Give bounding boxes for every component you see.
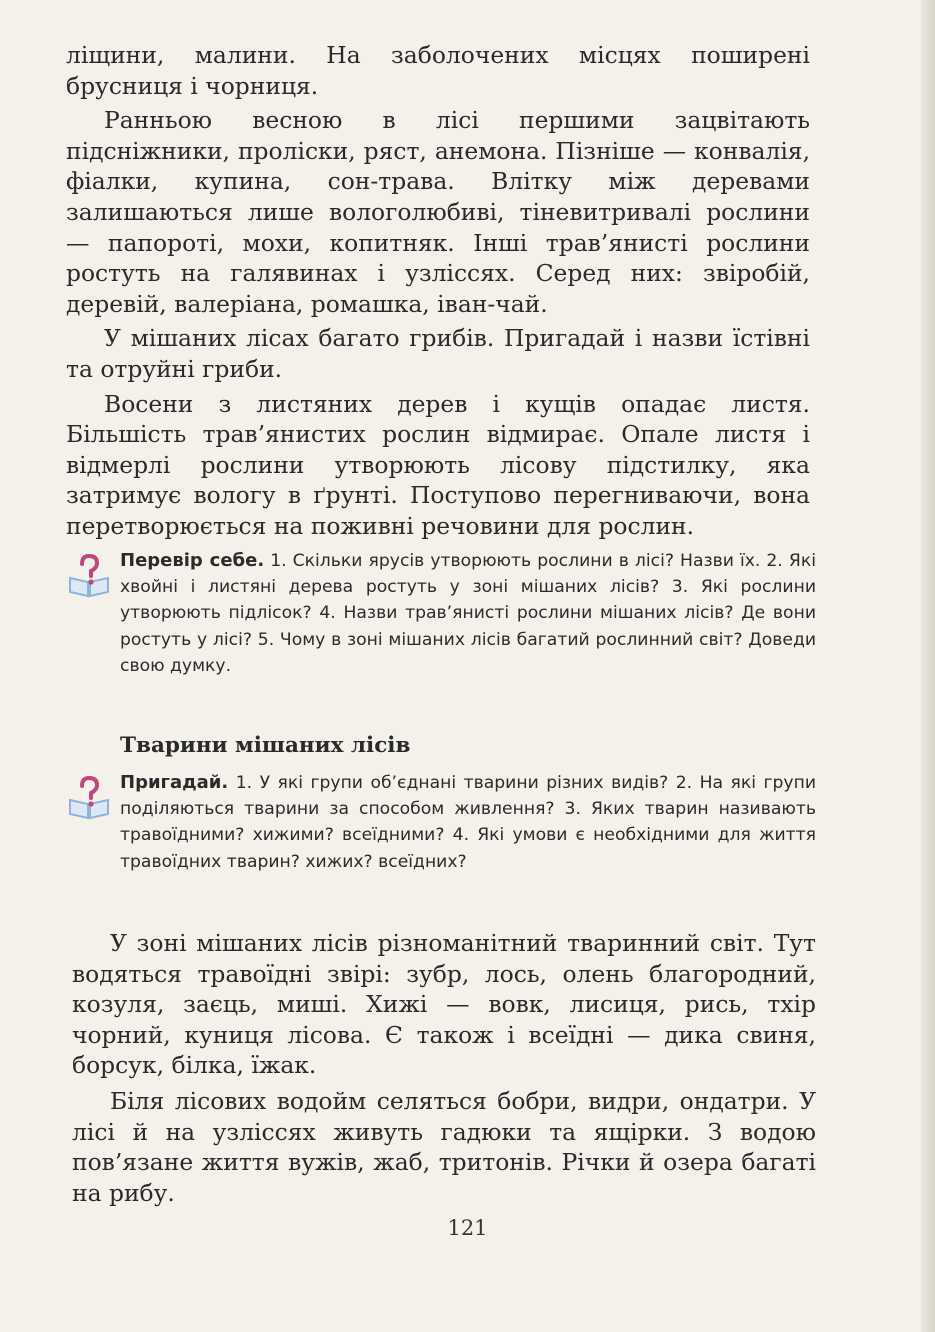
paragraph: У мішаних лісах багато грибів. Пригадай і назви їстівні та отруйні гриби.	[66, 324, 810, 383]
question-book-icon	[66, 774, 112, 820]
section-heading: Тварини мішаних лісів	[120, 733, 411, 758]
main-text-bottom	[72, 928, 816, 1208]
recall-text	[120, 770, 816, 875]
box-lead: Перевір себе.	[120, 550, 265, 571]
check-yourself-text	[120, 548, 816, 679]
question-book-icon	[66, 552, 112, 598]
page-number: 121	[447, 1216, 488, 1240]
paragraph: Ранньою весною в лісі першими зацвітають підсніжники, проліски, ряст, анемона. Пізніше — конвалія, фіалки, купина, сон-трава. Влітку між деревами залишаються лише вологолюбиві, тіневитривалі рослини — папороті, мохи, копитняк. Інші трав’янисті рослини ростуть на галявинах і узліссях. Серед них: звіробій, деревій, валеріана, ромашка, іван-чай.	[66, 106, 810, 318]
main-text-top	[66, 40, 810, 542]
paragraph: Восени з листяних дерев і кущів опадає листя. Більшість трав’янистих рослин відмирає. Опале листя і відмерлі рослини утворюють лісову підстилку, яка затримує вологу в ґрунті. Поступово перегниваючи, вона перетворюється на поживні речовини для рослин.	[66, 389, 810, 540]
check-yourself-box	[66, 548, 816, 679]
box-lead: Пригадай.	[120, 772, 229, 793]
page-edge	[921, 0, 935, 1332]
box-questions: 1. Скільки ярусів утворюють рослини в лісі? Назви їх. 2. Які хвойні і листяні дерева ростуть у зоні мішаних лісів? 3. Які рослини утворюють підлісок? 4. Назви трав’янисті рослини мішаних лісів? Де вони ростуть у лісі? 5. Чому в зоні мішаних лісів багатий рослинний світ? Доведи свою думку.	[120, 551, 816, 676]
paragraph: Біля лісових водойм селяться бобри, видри, ондатри. У лісі й на узліссях живуть гадюки та ящірки. З водою пов’язане життя вужів, жаб, тритонів. Річки й озера багаті на рибу.	[72, 1086, 816, 1207]
paragraph: ліщини, малини. На заболочених місцях поширені брусниця і чорниця.	[66, 41, 810, 100]
paragraph: У зоні мішаних лісів різноманітний тваринний світ. Тут водяться травоїдні звірі: зубр, лось, олень благородний, козуля, заєць, миші. Хижі — вовк, лисиця, рись, тхір чорний, куниця лісова. Є також і всеїдні — дика свиня, борсук, білка, їжак.	[72, 929, 816, 1080]
box-questions: 1. У які групи об’єднані тварини різних видів? 2. На які групи поділяються тварини за способом живлення? 3. Яких тварин називають травоїдними? хижими? всеїдними? 4. Які умови є необхідними для життя травоїдних тварин? хижих? всеїдних?	[120, 773, 816, 872]
recall-box	[66, 770, 816, 875]
